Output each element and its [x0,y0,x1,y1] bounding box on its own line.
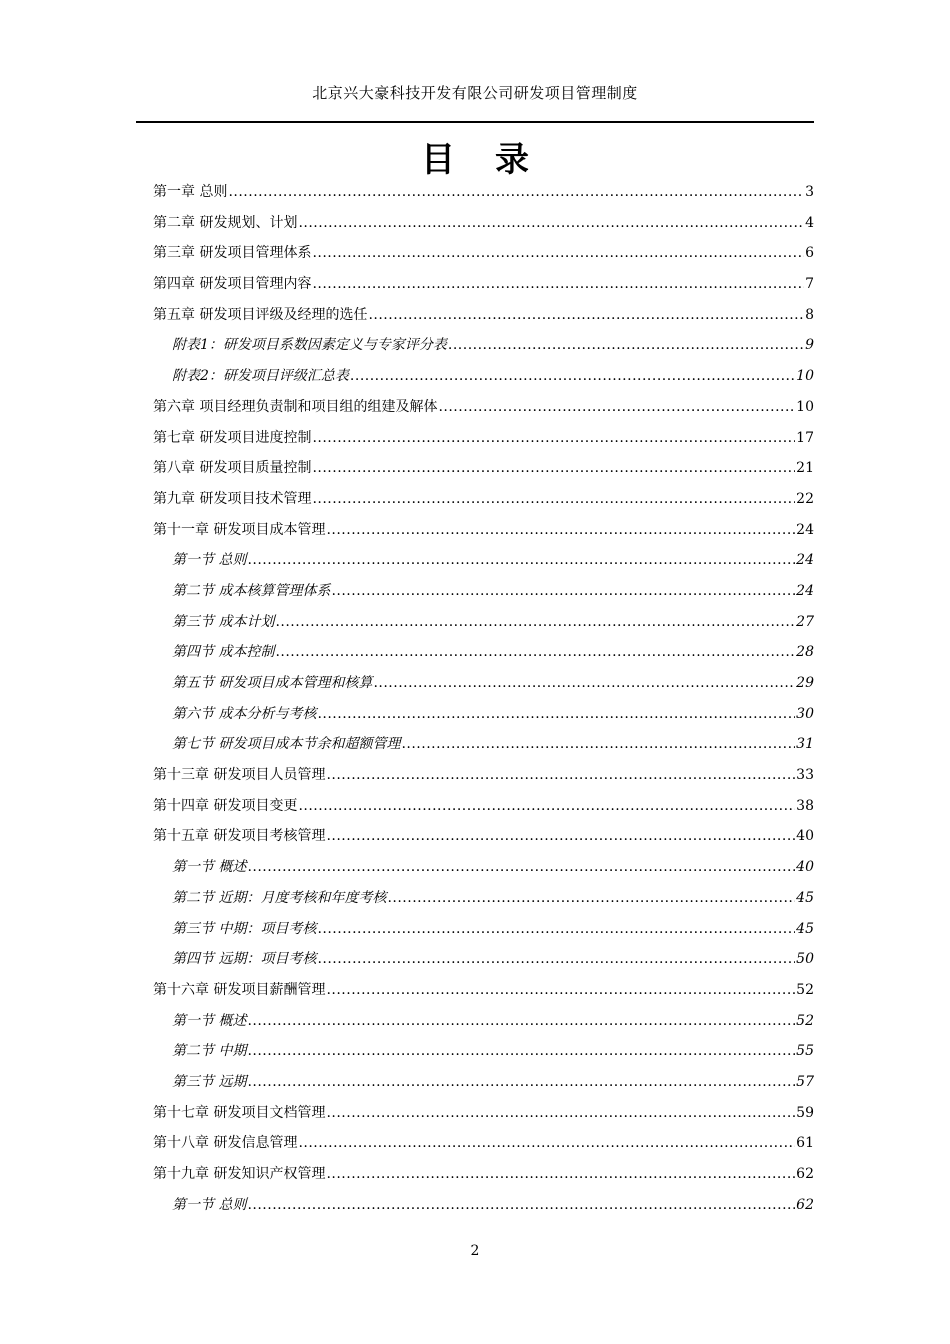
toc-dot-leader [448,330,804,361]
toc-chapter-entry[interactable] [153,1159,814,1190]
toc-entry-page: 33 [796,767,814,784]
toc-dot-leader [317,699,795,730]
toc-entry-page: 24 [796,521,814,538]
toc-section-entry[interactable] [153,330,814,361]
toc-section-entry[interactable] [153,576,814,607]
toc-entry-page: 31 [796,736,814,753]
toc-chapter-entry[interactable] [153,453,814,484]
toc-section-entry[interactable] [153,361,814,392]
toc-entry-page: 45 [796,889,814,906]
toc-section-entry[interactable] [153,944,814,975]
toc-dot-leader [350,361,795,392]
toc-section-entry[interactable] [153,1036,814,1067]
toc-dot-leader [247,545,795,576]
toc-dot-leader [326,821,795,852]
toc-section-entry[interactable] [153,729,814,760]
toc-entry-page: 52 [796,1012,814,1029]
toc-chapter-entry[interactable] [153,238,814,269]
toc-entry-label: 第十七章 研发项目文档管理 [153,1104,326,1121]
toc-chapter-entry[interactable] [153,423,814,454]
toc-entry-label: 第五节 研发项目成本管理和核算 [172,675,373,691]
header-rule [136,121,814,123]
toc-entry-page: 24 [796,552,814,569]
toc-dot-leader [438,392,795,423]
toc-entry-page: 8 [805,306,814,323]
toc-dot-leader [317,914,795,945]
toc-entry-label: 第十三章 研发项目人员管理 [153,767,326,784]
toc-dot-leader [326,975,795,1006]
toc-entry-label: 第一节 概述 [172,859,247,876]
toc-entry-label: 第二节 中期 [172,1043,247,1060]
toc-section-entry[interactable] [153,1006,814,1037]
toc-entry-page: 45 [796,920,814,937]
toc-entry-page: 4 [805,214,814,231]
toc-entry-label: 第二章 研发规划、计划 [153,214,298,231]
table-of-contents [153,177,814,1220]
toc-chapter-entry[interactable] [153,392,814,423]
toc-entry-label: 第四节 远期：项目考核 [172,951,317,968]
toc-entry-label: 第三节 中期：项目考核 [172,920,317,937]
toc-entry-label: 第九章 研发项目技术管理 [153,490,312,507]
toc-dot-leader [331,576,795,607]
toc-section-entry[interactable] [153,852,814,883]
toc-dot-leader [368,300,804,331]
toc-dot-leader [401,729,795,760]
toc-entry-label: 第七章 研发项目进度控制 [153,429,312,446]
toc-dot-leader [312,423,795,454]
page-number: 2 [470,1243,480,1259]
toc-dot-leader [387,883,795,914]
toc-section-entry[interactable] [153,1190,814,1221]
toc-entry-label: 第五章 研发项目评级及经理的选任 [153,306,368,323]
toc-chapter-entry[interactable] [153,300,814,331]
toc-dot-leader [312,484,795,515]
toc-chapter-entry[interactable] [153,515,814,546]
toc-entry-page: 10 [796,398,814,415]
toc-entry-page: 55 [796,1043,814,1060]
toc-dot-leader [326,1098,795,1129]
toc-chapter-entry[interactable] [153,1098,814,1129]
toc-entry-page: 27 [796,613,814,630]
toc-entry-label: 第七节 研发项目成本节余和超额管理 [172,736,401,753]
toc-entry-page: 40 [796,859,814,876]
toc-dot-leader [298,208,804,239]
toc-section-entry[interactable] [153,607,814,638]
toc-dot-leader [247,852,795,883]
toc-entry-label: 第三节 成本计划 [172,613,275,630]
toc-entry-label: 第六节 成本分析与考核 [172,705,317,722]
toc-entry-label: 第八章 研发项目质量控制 [153,460,312,477]
toc-entry-page: 57 [796,1073,814,1090]
toc-dot-leader [312,238,804,269]
toc-entry-label: 附表2：研发项目评级汇总表 [172,368,349,385]
toc-entry-label: 第十五章 研发项目考核管理 [153,828,326,845]
toc-entry-label: 第十四章 研发项目变更 [153,797,298,814]
toc-dot-leader [326,1159,795,1190]
toc-dot-leader [275,607,795,638]
toc-entry-page: 52 [796,981,814,998]
toc-entry-page: 10 [796,368,814,385]
toc-entry-page: 7 [805,276,814,293]
toc-entry-label: 第一节 总则 [172,552,247,569]
toc-entry-page: 22 [796,490,814,507]
toc-chapter-entry[interactable] [153,791,814,822]
toc-chapter-entry[interactable] [153,975,814,1006]
toc-section-entry[interactable] [153,637,814,668]
toc-chapter-entry[interactable] [153,208,814,239]
toc-dot-leader [247,1036,795,1067]
toc-entry-label: 第十九章 研发知识产权管理 [153,1166,326,1182]
toc-entry-page: 38 [796,797,814,814]
toc-entry-label: 第三节 远期 [172,1073,247,1090]
toc-dot-leader [317,944,795,975]
running-header: 北京兴大豪科技开发有限公司研发项目管理制度 [312,84,638,102]
toc-section-entry[interactable] [153,545,814,576]
toc-title: 目录 [421,140,569,180]
toc-entry-label: 第四章 研发项目管理内容 [153,276,312,293]
toc-entry-page: 9 [805,337,814,354]
toc-entry-label: 附表1：研发项目系数因素定义与专家评分表 [172,337,447,354]
toc-entry-label: 第十一章 研发项目成本管理 [153,521,326,538]
toc-section-entry[interactable] [153,699,814,730]
toc-chapter-entry[interactable] [153,269,814,300]
toc-entry-page: 28 [796,644,814,661]
toc-entry-label: 第十八章 研发信息管理 [153,1135,298,1152]
toc-dot-leader [326,515,795,546]
toc-dot-leader [298,791,795,822]
toc-dot-leader [373,668,795,699]
toc-dot-leader [275,637,795,668]
toc-entry-label: 第二节 近期：月度考核和年度考核 [172,889,387,906]
toc-entry-page: 62 [796,1196,814,1213]
toc-entry-label: 第一章 总则 [153,184,228,200]
toc-chapter-entry[interactable] [153,484,814,515]
toc-dot-leader [312,453,795,484]
toc-chapter-entry[interactable] [153,177,814,208]
toc-dot-leader [247,1190,795,1221]
toc-entry-page: 62 [796,1166,814,1182]
toc-entry-page: 30 [796,705,814,722]
toc-dot-leader [312,269,804,300]
toc-entry-label: 第三章 研发项目管理体系 [153,245,312,262]
toc-chapter-entry[interactable] [153,1128,814,1159]
toc-entry-page: 21 [796,460,814,477]
toc-section-entry[interactable] [153,1067,814,1098]
toc-entry-page: 3 [805,184,814,200]
toc-entry-page: 29 [796,675,814,691]
toc-entry-page: 59 [796,1104,814,1121]
toc-entry-page: 61 [796,1135,814,1152]
toc-section-entry[interactable] [153,668,814,699]
toc-entry-page: 50 [796,951,814,968]
toc-entry-label: 第六章 项目经理负责制和项目组的组建及解体 [153,398,438,415]
toc-section-entry[interactable] [153,883,814,914]
toc-entry-label: 第一节 概述 [172,1012,247,1029]
toc-entry-page: 17 [796,429,814,446]
toc-entry-page: 6 [805,245,814,262]
toc-dot-leader [326,760,795,791]
toc-entry-label: 第一节 总则 [172,1196,247,1213]
toc-section-entry[interactable] [153,914,814,945]
toc-entry-page: 40 [796,828,814,845]
toc-entry-page: 24 [796,582,814,599]
toc-entry-label: 第二节 成本核算管理体系 [172,582,331,599]
toc-dot-leader [228,177,804,208]
toc-chapter-entry[interactable] [153,760,814,791]
toc-entry-label: 第十六章 研发项目薪酬管理 [153,981,326,998]
toc-dot-leader [247,1067,795,1098]
toc-chapter-entry[interactable] [153,821,814,852]
toc-entry-label: 第四节 成本控制 [172,644,275,661]
toc-dot-leader [298,1128,795,1159]
toc-dot-leader [247,1006,795,1037]
